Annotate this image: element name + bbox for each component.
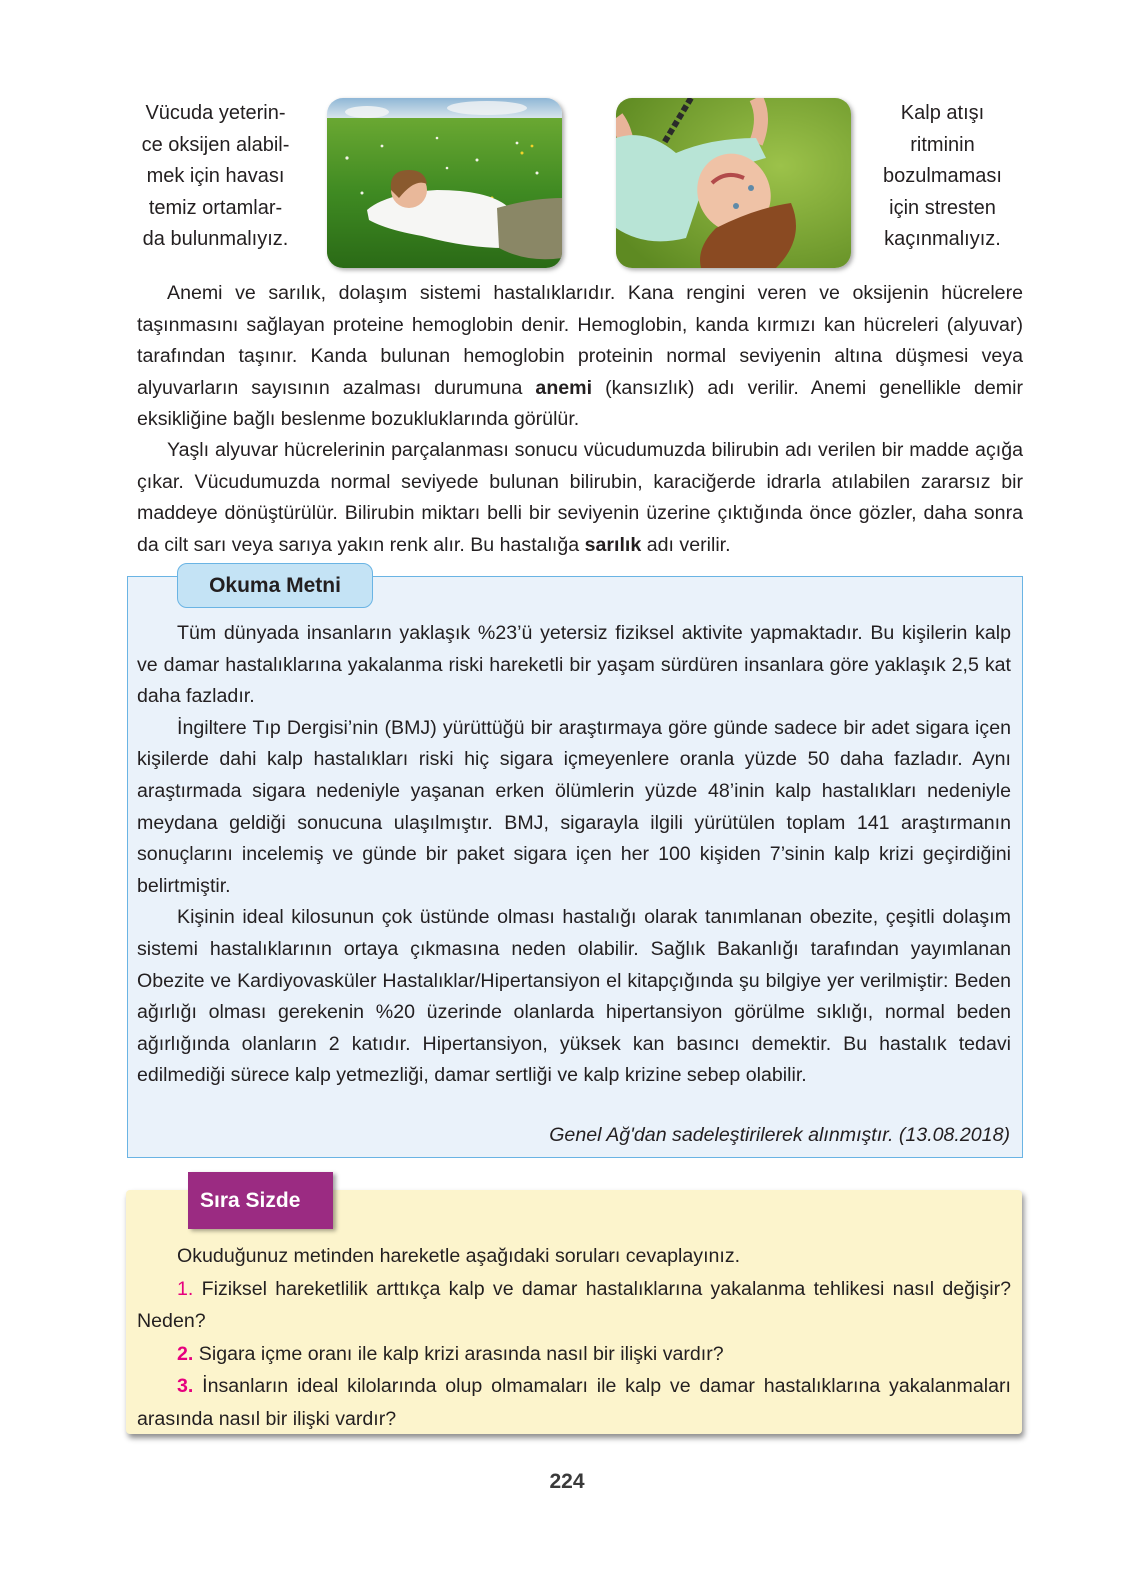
girl-on-swing-photo <box>616 98 851 268</box>
reading-box-title: Okuma Metni <box>177 563 373 608</box>
reading-source: Genel Ağ'dan sadeleştirilerek alınmıştır. (13.08.2018) <box>549 1124 1010 1146</box>
paragraph-text <box>137 435 1023 561</box>
question-1 <box>137 1273 1011 1338</box>
caption-line: da bulunmalıyız. <box>142 228 289 250</box>
caption-line: bozulmaması <box>883 165 1002 187</box>
paragraph-anemia <box>137 278 1023 436</box>
term-anemi: anemi <box>535 376 593 399</box>
caption-line: Kalp atışı <box>900 102 985 124</box>
caption-line: kaçınmalıyız. <box>884 228 1001 250</box>
question-text: Sigara içme oranı ile kalp krizi arasında nasıl bir ilişki vardır? <box>198 1342 724 1365</box>
reading-text-body <box>137 618 1011 1092</box>
caption-line: ce oksijen alabil- <box>141 133 290 156</box>
paragraph-jaundice <box>137 435 1023 561</box>
swing-image-icon <box>616 98 851 268</box>
caption-left <box>128 98 303 256</box>
task-box-title: Sıra Sizde <box>188 1172 333 1229</box>
boy-in-grass-photo <box>327 98 562 268</box>
text: adı verilir. <box>641 533 731 556</box>
text: Yaşlı alyuvar hücrelerinin parçalanması sonucu vücudumuzda bilirubin adı verilen bir madde açığa çıkar. Vücudumuzda normal seviyede bulunan bilirubin, karaciğerde idrarla atılabilen zararsız bir maddeye dönüştürülür. Bilirubin miktarı belli bir seviyenin üzerine çıktığında önce gözler, daha sonra da cilt sarı veya sarıya yakın renk alır. Bu hastalığa <box>137 439 1023 556</box>
grass-field-image-icon <box>327 98 562 268</box>
page-number: 224 <box>549 1470 585 1493</box>
caption-line: ritminin <box>910 133 975 156</box>
question-number: 2. <box>177 1342 194 1365</box>
question-3 <box>137 1370 1011 1435</box>
caption-right <box>860 98 1025 256</box>
term-sarilik: sarılık <box>584 533 642 556</box>
task-body <box>137 1240 1011 1435</box>
question-2 <box>137 1338 1011 1371</box>
question-number: 3. <box>177 1375 194 1397</box>
question-text: Fiziksel hareketlilik arttıkça kalp ve damar hastalıklarına yakalanma tehlikesi nasıl değişir? Neden? <box>137 1277 1011 1332</box>
reading-paragraph: Tüm dünyada insanların yaklaşık %23’ü yetersiz fiziksel aktivite yapmaktadır. Bu kişilerin kalp ve damar hastalıklarına yakalanma riski hareketli bir yaşam sürdüren insanlara göre yaklaşık 2,5 kat daha fazladır. <box>137 622 1011 708</box>
caption-line: Vücuda yeterin- <box>145 102 286 124</box>
question-number: 1. <box>177 1277 194 1300</box>
reading-paragraph: Kişinin ideal kilosunun çok üstünde olması hastalığı olarak tanımlanan obezite, çeşitli dolaşım sistemi hastalıklarının ortaya çıkmasına neden olabilir. Sağlık Bakanlığı tarafından yayımlanan Obezite ve Kardiyovasküler Hastalıklar/Hipertansiyon el kitapçığında şu bilgiye yer verilmiştir: Beden ağırlığı olması gerekenin %20 üzerinde olanlarda hipertansiyon görülme sıklığı, normal beden ağırlığında olanların 2 katıdır. Hipertansiyon, yüksek kan basıncı demektir. Bu hastalık tedavi edilmediği sürece kalp yetmezliği, damar sertliği ve kalp krizine sebep olabilir. <box>137 906 1011 1087</box>
caption-line: mek için havası <box>146 165 285 187</box>
caption-line: temiz ortamlar- <box>148 196 283 219</box>
task-intro: Okuduğunuz metinden hareketle aşağıdaki soruları cevaplayınız. <box>177 1245 741 1267</box>
text: Anemi ve sarılık, dolaşım sistemi hastalıklarıdır. Kana rengini veren ve oksijenin hücrelere taşınmasını sağlayan proteine hemoglobin denir. Hemoglobin, kanda kırmızı kan hücreleri (alyuvar) tarafından taşınır. Kanda bulunan hemoglobin proteinin normal seviyenin altına düşmesi veya alyuvarların sayısının azalması durumuna <box>137 282 1023 399</box>
text: (kansızlık) adı verilir. Anemi genellikle demir eksikliğine bağlı beslenme bozukluklarında görülür. <box>137 376 1024 431</box>
reading-paragraph: İngiltere Tıp Dergisi’nin (BMJ) yürüttüğü bir araştırmaya göre günde sadece bir adet sigara içen kişilerde dahi kalp hastalıkları riski hiç sigara içmeyenlere oranla yüzde 50 daha fazladır. Aynı araştırmada sigara nedeniyle yaşanan erken ölümlerin yüzde 48’inin kalp hastalıkları nedeniyle meydana geldiği sonucuna ulaşılmıştır. BMJ, sigarayla ilgili yürütülen toplam 141 araştırmanın sonuçlarını incelemiş ve günde bir paket sigara içen her 100 kişiden 7’sinin kalp krizi geçirdiğini belirtmiştir. <box>137 716 1011 897</box>
paragraph-text <box>137 278 1023 436</box>
caption-line: için stresten <box>889 196 996 219</box>
question-text: İnsanların ideal kilolarında olup olmamaları ile kalp ve damar hastalıklarına yakalanmaları arasında nasıl bir ilişki vardır? <box>137 1375 1011 1430</box>
